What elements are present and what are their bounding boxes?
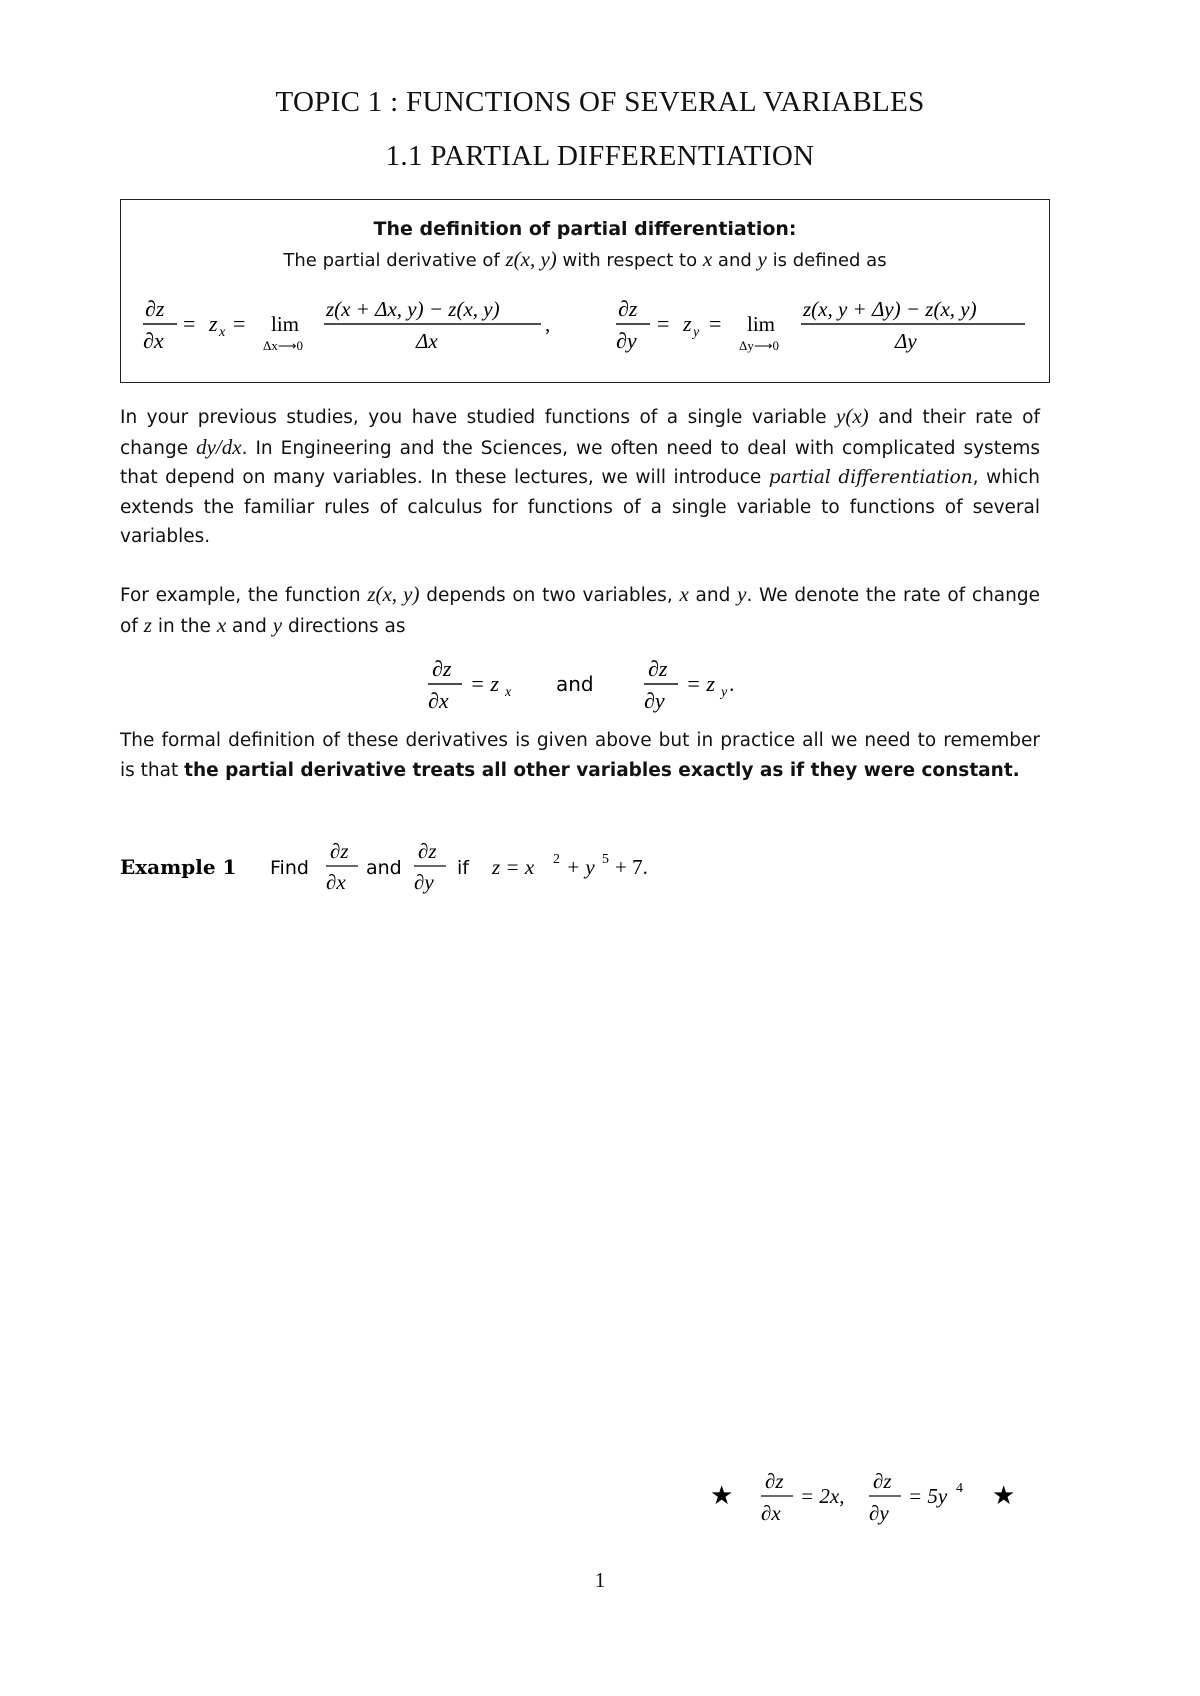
rule-paragraph [120, 726, 1040, 785]
intro-x: x [702, 247, 713, 271]
intro-func: z(x, y) [505, 247, 557, 271]
p1-text-a: In your previous studies, you have studied functions of a single variable [120, 407, 827, 428]
de-rhs2: = z [686, 671, 715, 696]
fy-sub-index: y [693, 325, 700, 340]
definition-formulas [121, 200, 1051, 384]
de-num2: ∂z [648, 656, 668, 681]
de-period: . [729, 671, 735, 696]
p1-text-g: , which extends the familiar rules of calculus for functions of a single variable to functions of several variables. [120, 467, 1041, 547]
p1-text-c: and their rate of change [120, 407, 1040, 459]
answer-num1: ∂z [765, 1469, 784, 1493]
example-1 [120, 836, 820, 896]
p2-text-a: For example, the function [120, 585, 361, 606]
p2-math-zxy: z(x, y) [367, 582, 420, 606]
section-title: 1.1 PARTIAL DIFFERENTIATION [385, 140, 815, 172]
p2-text-k: and [232, 615, 267, 637]
fx-eq2: = [233, 311, 246, 336]
answer-den2: ∂y [869, 1501, 889, 1525]
fx-lhs-num: ∂z [145, 296, 165, 321]
example-paragraph [120, 580, 1040, 641]
de-den2: ∂y [644, 688, 665, 713]
fx-den: Δx [416, 329, 438, 353]
fy-lhs-den: ∂y [616, 328, 637, 353]
fx-sub-symbol: z [209, 311, 218, 336]
p2-text-g: . We denote the rate of change of [120, 585, 1040, 637]
example-label: Example 1 [120, 855, 237, 879]
p2-math-y2: y [272, 612, 283, 637]
answer-den1: ∂x [761, 1501, 781, 1525]
p1-emphasis: partial differentiation [768, 467, 973, 488]
intro-and: and [717, 250, 752, 271]
star-icon: ★ [992, 1481, 1016, 1511]
example-if: if [457, 857, 469, 879]
fy-lim: lim [747, 312, 776, 336]
answer-val1: = 2x, [800, 1484, 845, 1508]
p2-math-y: y [737, 582, 747, 606]
fy-lhs-num: ∂z [618, 296, 638, 321]
page-number: 1 [594, 1568, 606, 1592]
p2-text-m: directions as [287, 615, 406, 637]
fx-num: z(x + Δx, y) − z(x, y) [326, 297, 500, 321]
de-den1: ∂x [428, 688, 449, 713]
p2-text-i: in the [157, 615, 211, 637]
fy-den: Δy [895, 329, 917, 353]
p2-math-z: z [143, 612, 152, 637]
intro-mid: with respect to [562, 250, 698, 271]
p1-text-e: . In Engineering and the Sciences, we often need to deal with complicated systems that depend on many variables. In these lectures, we will introduce [120, 437, 1040, 488]
fx-lim-sub: Δx⟶0 [263, 338, 303, 353]
p2-text-e: and [695, 585, 731, 606]
definition-box [120, 199, 1050, 383]
formula-partial-x [143, 296, 550, 353]
p1-math-dydx: dy/dx [196, 434, 242, 459]
fx-comma: , [545, 312, 551, 336]
fy-eq2: = [709, 311, 722, 336]
de-sub2: y [721, 685, 728, 700]
fx-sub-index: x [219, 325, 226, 340]
example-find: Find [270, 857, 309, 879]
fx-eq1: = [183, 311, 196, 336]
fy-lim-sub: Δy⟶0 [739, 338, 779, 353]
answer-num2: ∂z [873, 1469, 892, 1493]
de-rhs1: = z [470, 671, 499, 696]
p3-text-a: The formal definition of these derivatives is given above but in practice all we need to remember is that [120, 730, 1040, 781]
definition-heading: The definition of partial differentiation: [373, 218, 797, 240]
intro-text: The partial derivative of [283, 250, 500, 271]
topic-title: TOPIC 1 : FUNCTIONS OF SEVERAL VARIABLES [275, 86, 925, 118]
formula-partial-y [616, 296, 1025, 353]
de-num1: ∂z [432, 656, 452, 681]
display-equation [410, 650, 830, 720]
p1-math-yx: y(x) [836, 404, 869, 428]
p2-text-c: depends on two variables, [426, 585, 673, 606]
example-den1: ∂x [326, 870, 346, 894]
example-num1: ∂z [330, 839, 349, 863]
answer-val2: = 5y [908, 1484, 948, 1508]
example-answer [710, 1462, 1050, 1532]
intro-y: y [757, 247, 767, 271]
example-eq-start: z = x [492, 855, 535, 879]
intro-paragraph [120, 402, 1040, 552]
de-and: and [556, 672, 594, 696]
example-plus-y: + y [566, 855, 595, 879]
fy-eq1: = [657, 311, 670, 336]
example-and: and [366, 857, 402, 879]
example-exp2: 5 [602, 852, 609, 867]
star-icon: ★ [710, 1481, 734, 1511]
example-tail: + 7. [615, 855, 648, 879]
intro-end: is defined as [772, 250, 887, 271]
fy-sub-symbol: z [683, 311, 692, 336]
fx-lim: lim [271, 312, 300, 336]
fx-lhs-den: ∂x [143, 328, 164, 353]
p2-math-x: x [679, 582, 689, 606]
example-den2: ∂y [414, 870, 434, 894]
de-sub1: x [505, 685, 512, 700]
p2-math-x2: x [216, 612, 227, 637]
answer-exp2: 4 [956, 1481, 963, 1496]
example-num2: ∂z [418, 839, 437, 863]
example-exp1: 2 [553, 852, 560, 867]
p3-key-rule: the partial derivative treats all other variables exactly as if they were constant. [184, 759, 1020, 781]
fy-num: z(x, y + Δy) − z(x, y) [803, 297, 977, 321]
